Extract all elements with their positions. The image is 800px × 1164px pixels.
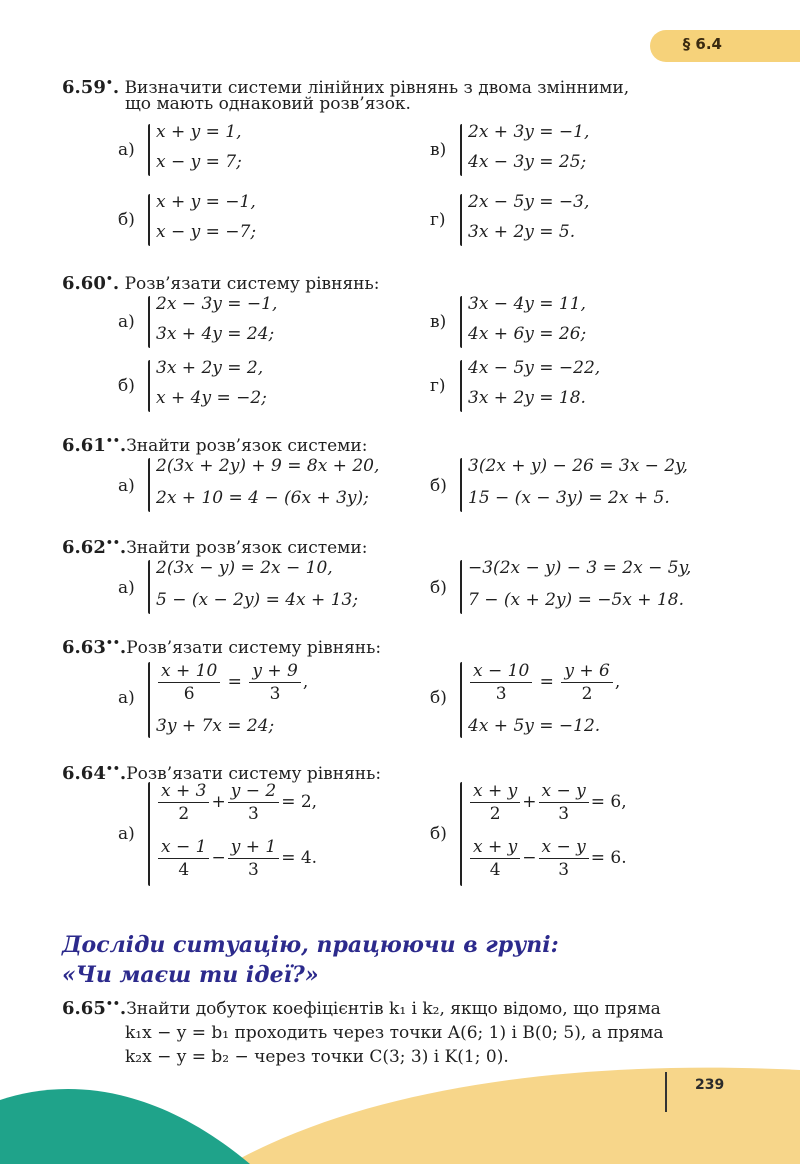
brace	[460, 662, 462, 738]
item-label: в)	[430, 312, 447, 332]
equation: $\frac{x + y}{2}$ + $\frac{x - y}{3}$ = 6,	[468, 780, 627, 825]
system-6-60-b	[118, 358, 418, 418]
equation: x − y = 7;	[156, 152, 242, 172]
system-6-59-b	[118, 192, 418, 252]
brace	[148, 560, 150, 614]
brace	[148, 296, 150, 348]
problem-6-62-header	[62, 532, 367, 559]
system-6-62-b	[430, 558, 760, 620]
equation: 3x + 2y = 2,	[156, 358, 264, 378]
group-heading-line: «Чи маєш ти ідеї?»	[62, 962, 319, 988]
item-label: б)	[430, 824, 447, 844]
problem-text-cont: що мають однаковий розв’язок.	[125, 94, 411, 114]
item-label: б)	[118, 376, 135, 396]
item-label: б)	[430, 688, 447, 708]
equation: x + 4y = −2;	[156, 388, 267, 408]
system-6-60-g	[430, 358, 730, 418]
brace	[148, 662, 150, 738]
brace	[460, 782, 462, 886]
page-number-divider	[665, 1072, 667, 1112]
equation: −3(2x − y) − 3 = 2x − 5y,	[468, 558, 692, 578]
equation: 4x + 6y = 26;	[468, 324, 587, 344]
brace	[148, 194, 150, 246]
problem-text: Розв’язати систему рівнянь:	[124, 274, 380, 294]
equation: $\frac{x - 10}{3}$ = $\frac{y + 6}{2}$ ,	[468, 660, 620, 705]
problem-6-60-header	[62, 268, 379, 295]
problem-text: Розв’язати систему рівнянь:	[126, 638, 382, 658]
system-6-62-a	[118, 558, 438, 620]
item-label: б)	[430, 578, 447, 598]
equation: 5 − (x − 2y) = 4x + 13;	[156, 590, 359, 610]
equation: x − y = −7;	[156, 222, 257, 242]
system-6-63-a	[118, 660, 438, 742]
system-6-61-a	[118, 456, 438, 518]
brace	[148, 458, 150, 512]
item-label: г)	[430, 210, 446, 230]
equation: 2x + 3y = −1,	[468, 122, 590, 142]
item-label: а)	[118, 312, 135, 332]
system-6-61-b	[430, 456, 750, 518]
system-6-59-a	[118, 122, 418, 182]
problem-text: Знайти добуток коефіцієнтів k₁ і k₂, якщо відомо, що пряма	[126, 999, 661, 1019]
equation: 2(3x − y) = 2x − 10,	[156, 558, 333, 578]
system-6-64-b	[430, 780, 750, 890]
brace	[148, 782, 150, 886]
bottom-decoration	[0, 1060, 800, 1164]
brace	[148, 360, 150, 412]
fraction: $\frac{y - 2}{3}$	[228, 780, 279, 825]
brace	[460, 194, 462, 246]
problem-text: Знайти розв’язок системи:	[126, 538, 368, 558]
fraction: $\frac{y + 9}{3}$	[249, 660, 300, 705]
problem-6-63-header	[62, 632, 381, 659]
item-label: а)	[118, 476, 135, 496]
equation: $\frac{x + 10}{6}$ = $\frac{y + 9}{3}$ ,	[156, 660, 308, 705]
problem-text: k₁x − y = b₁ проходить через точки A(6; 1) і B(0; 5), а пряма	[125, 1023, 664, 1043]
item-label: г)	[430, 376, 446, 396]
problem-number: 6.59•.	[62, 76, 120, 98]
item-label: а)	[118, 578, 135, 598]
section-label: § 6.4	[682, 35, 722, 53]
group-heading	[62, 930, 559, 990]
problem-number: 6.61••.	[62, 434, 127, 456]
equation: 2(3x + 2y) + 9 = 8x + 20,	[156, 456, 380, 476]
item-label: в)	[430, 140, 447, 160]
problem-number: 6.65••.	[62, 997, 127, 1019]
wave-teal	[0, 1089, 250, 1164]
problem-text: k₂x − y = b₂ − через точки C(3; 3) і K(1; 0).	[125, 1047, 509, 1067]
fraction: $\frac{x + y}{2}$	[470, 780, 520, 825]
system-6-60-v	[430, 294, 730, 354]
fraction: $\frac{x + 10}{6}$	[158, 660, 220, 705]
equation: 4x + 5y = −12.	[468, 716, 601, 736]
equation: 15 − (x − 3y) = 2x + 5.	[468, 488, 670, 508]
brace	[148, 124, 150, 176]
equation: 3x + 4y = 24;	[156, 324, 275, 344]
item-label: а)	[118, 688, 135, 708]
problem-number: 6.64••.	[62, 762, 127, 784]
equation: 3(2x + y) − 26 = 3x − 2y,	[468, 456, 688, 476]
fraction: $\frac{x - y}{3}$	[539, 780, 589, 825]
fraction: $\frac{x - y}{3}$	[539, 836, 589, 881]
section-tab	[650, 30, 800, 62]
equation: 2x − 5y = −3,	[468, 192, 590, 212]
brace	[460, 360, 462, 412]
equation: $\frac{x + 3}{2}$ + $\frac{y - 2}{3}$ = 2,	[156, 780, 317, 825]
problem-number: 6.63••.	[62, 636, 127, 658]
item-label: а)	[118, 824, 135, 844]
equation: $\frac{x - 1}{4}$ − $\frac{y + 1}{3}$ = 4.	[156, 836, 317, 881]
equation: x + y = 1,	[156, 122, 242, 142]
problem-text: Знайти розв’язок системи:	[126, 436, 368, 456]
equation: x + y = −1,	[156, 192, 256, 212]
fraction: $\frac{x + y}{4}$	[470, 836, 520, 881]
equation: 4x − 5y = −22,	[468, 358, 601, 378]
equation: 3x − 4y = 11,	[468, 294, 586, 314]
item-label: б)	[430, 476, 447, 496]
system-6-63-b	[430, 660, 750, 742]
equation: 2x − 3y = −1,	[156, 294, 278, 314]
problem-line	[62, 992, 664, 1021]
problem-number: 6.60•.	[62, 272, 120, 294]
fraction: $\frac{y + 1}{3}$	[228, 836, 279, 881]
equation: 3x + 2y = 5.	[468, 222, 576, 242]
system-6-59-v	[430, 122, 730, 182]
problem-text: Визначити системи лінійних рівнянь з двома змінними,	[124, 78, 630, 98]
fraction: $\frac{x - 10}{3}$	[470, 660, 532, 705]
page-number: 239	[695, 1077, 725, 1093]
equation: 3y + 7x = 24;	[156, 716, 275, 736]
fraction: $\frac{x - 1}{4}$	[158, 836, 209, 881]
fraction: $\frac{y + 6}{2}$	[561, 660, 612, 705]
equation: 2x + 10 = 4 − (6x + 3y);	[156, 488, 369, 508]
brace	[460, 296, 462, 348]
problem-6-65	[62, 992, 664, 1069]
system-6-64-a	[118, 780, 438, 890]
equation: 4x − 3y = 25;	[468, 152, 587, 172]
brace	[460, 458, 462, 512]
problem-6-61-header	[62, 430, 367, 457]
equation: $\frac{x + y}{4}$ − $\frac{x - y}{3}$ = 6.	[468, 836, 627, 881]
problem-number: 6.62••.	[62, 536, 127, 558]
problem-text: Розв’язати систему рівнянь:	[126, 764, 382, 784]
group-heading-line: Досліди ситуацію, працюючи в групі:	[62, 932, 559, 958]
brace	[460, 560, 462, 614]
system-6-60-a	[118, 294, 418, 354]
fraction: $\frac{x + 3}{2}$	[158, 780, 209, 825]
equation: 7 − (x + 2y) = −5x + 18.	[468, 590, 684, 610]
equation: 3x + 2y = 18.	[468, 388, 586, 408]
system-6-59-g	[430, 192, 730, 252]
item-label: б)	[118, 210, 135, 230]
brace	[460, 124, 462, 176]
item-label: а)	[118, 140, 135, 160]
